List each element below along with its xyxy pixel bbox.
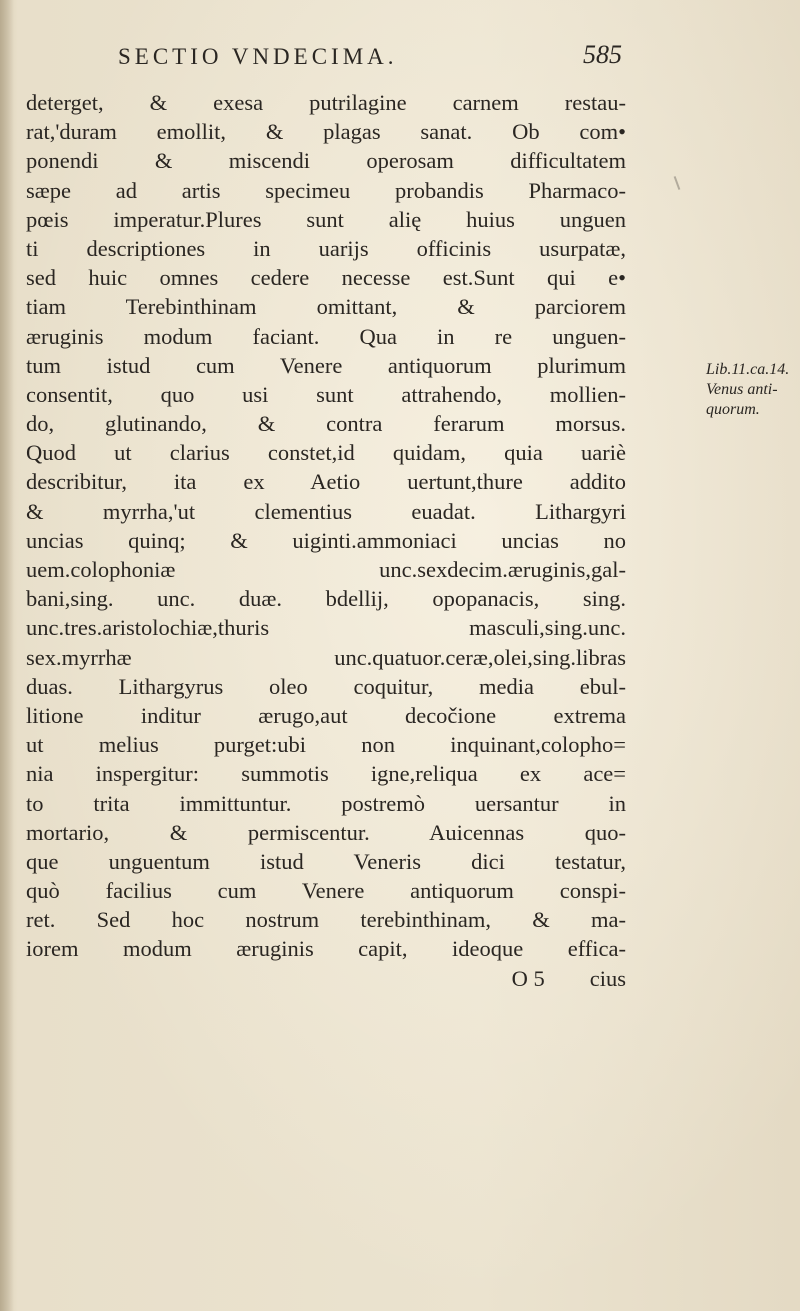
text-line: consentit, quo usi sunt attrahendo, mollien- [26,381,626,407]
text-line: que unguentum istud Veneris dici testatur, [26,848,626,874]
margin-note-reference: Lib.11.ca.14. [706,361,790,378]
text-line: tum istud cum Venere antiquorum plurimum [26,352,626,378]
page-number: 585 [583,40,622,69]
text-line: nia inspergitur: summotis igne,reliqua ex ace= [26,761,626,787]
running-title: SECTIO VNDECIMA. [118,44,398,69]
text-line: unc.tres.aristolochiæ,thuris masculi,sing.unc. [26,615,626,641]
ink-mark [674,176,681,190]
text-line: uem.colophoniæ unc.sexdecim.æruginis,gal- [26,557,626,582]
text-line: bani,sing. unc. duæ. bdellij, opopanacis, sing. [26,586,626,612]
text-line: ret. Sed hoc nostrum terebinthinam, & ma- [26,907,626,933]
page-header [118,38,628,78]
text-line: pœis imperatur.Plures sunt alię huius unguen [26,206,626,232]
text-line: sed huic omnes cedere necesse est.Sunt qui e• [26,265,626,291]
text-line: æruginis modum faciant. Qua in re unguen- [26,323,626,349]
signature-and-catchword-line: O 5 cius [511,965,626,991]
text-line: ponendi & miscendi operosam difficultatem [26,148,626,174]
body-text [26,88,626,993]
text-line: mortario, & permiscentur. Auicennas quo- [26,819,626,845]
text-line: litione inditur ærugo,aut decočione extrema [26,702,626,728]
text-line: sæpe ad artis specimeu probandis Pharmaco- [26,177,626,203]
text-line: describitur, ita ex Aetio uertunt,thure addito [26,469,626,495]
text-line: ut melius purget:ubi non inquinant,colopho= [26,732,626,758]
text-line: duas. Lithargyrus oleo coquitur, media ebul- [26,673,626,699]
text-line: sex.myrrhæ unc.quatuor.ceræ,olei,sing.libras [26,644,626,670]
text-line: Quod ut clarius constet,id quidam, quia uariè [26,440,626,466]
margin-note-line: Venus anti- [706,381,778,398]
text-line: tiam Terebinthinam omittant, & parciorem [26,294,626,320]
text-line: & myrrha,'ut clementius euadat. Lithargyri [26,498,626,524]
page-gutter-shadow [0,0,14,1311]
text-line: deterget, & exesa putrilagine carnem restau- [26,90,626,115]
text-line: quò facilius cum Venere antiquorum conspi- [26,878,626,904]
text-line: iorem modum æruginis capit, ideoque effica- [26,936,626,962]
text-line: ti descriptiones in uarijs officinis usurpatæ, [26,235,626,261]
text-line: to trita immittuntur. postremò uersantur in [26,790,626,816]
text-line: rat,'duram emollit, & plagas sanat. Ob com• [26,119,626,145]
text-line: uncias quinq; & uiginti.ammoniaci uncias no [26,527,626,553]
margin-note-line: quorum. [706,401,760,418]
text-line: do, glutinando, & contra ferarum morsus. [26,411,626,437]
margin-note [706,360,798,420]
